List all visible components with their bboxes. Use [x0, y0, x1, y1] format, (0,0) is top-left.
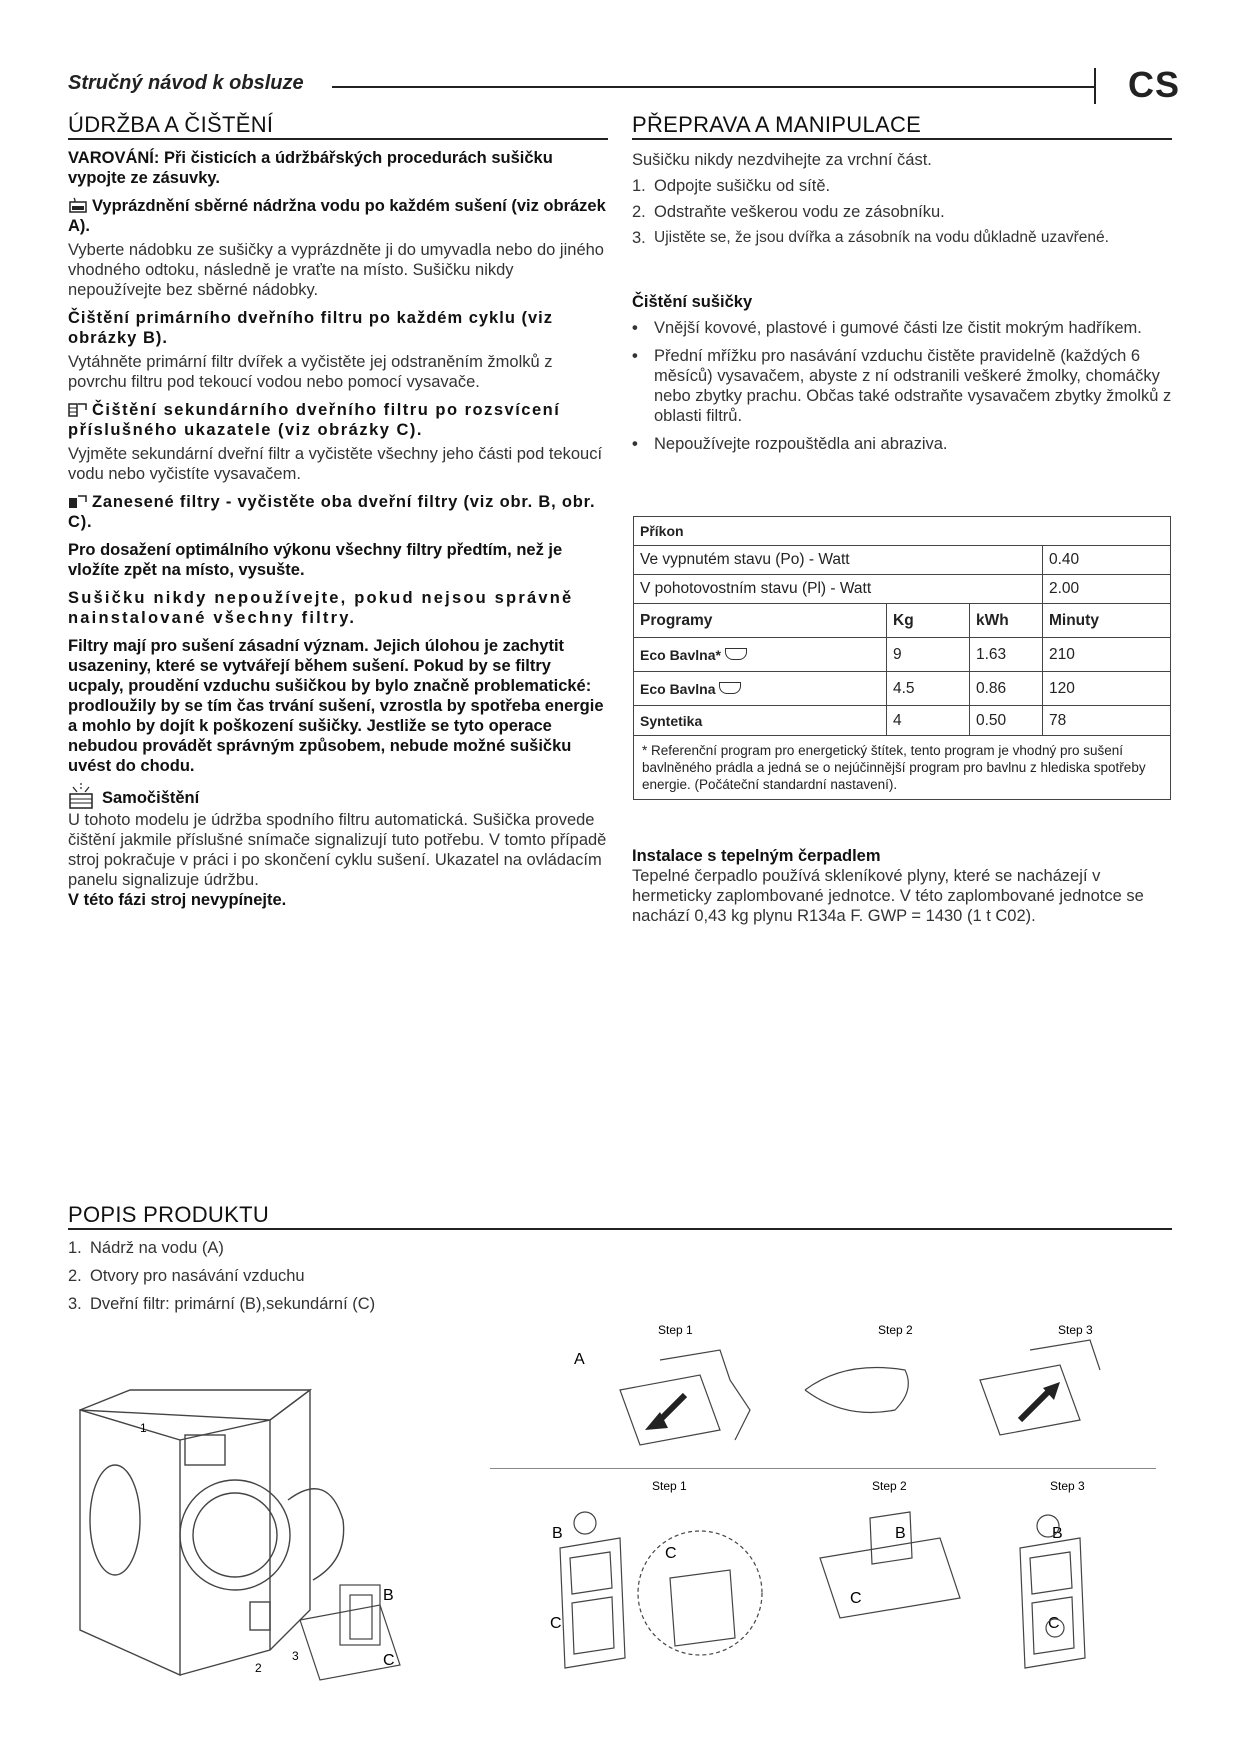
fig-label-a: A: [574, 1351, 585, 1368]
step3-label-b: Step 3: [1050, 1479, 1085, 1493]
primary-filter-text: Vytáhněte primární filtr dvířek a vyčistěte jej odstraněním žmolků z povrchu filtru pod tekoucí vodou nebo pomocí vysavače.: [68, 353, 553, 391]
empty-tank-title-paragraph: [68, 196, 608, 236]
clogged-filters-paragraph: [68, 492, 608, 532]
product-heading-rule: [68, 1228, 1172, 1230]
fig-label-c: C: [383, 1652, 395, 1669]
maintenance-body: [68, 148, 608, 784]
dryer-illustration: [70, 1380, 480, 1690]
transport-heading: PŘEPRAVA A MANIPULACE: [632, 112, 922, 137]
clogged-filter-icon: [68, 493, 88, 509]
warning-label: VAROVÁNÍ:: [68, 149, 160, 167]
heat-pump-text: Tepelné čerpadlo používá skleníkové plyny, které se nacházejí v hermeticky zaplombované jednotce. V této zaplombované jednotce se nachází 0,43 kg plynu R134a F. GWP = 1430 (1 t C02).: [632, 867, 1144, 925]
heat-pump-title: Instalace s tepelným čerpadlem: [632, 847, 881, 865]
dryer-cleaning-title: Čištění sušičky: [632, 293, 753, 311]
never-use-text: Sušičku nikdy nepoužívejte, pokud nejsou správně nainstalované všechny filtry.: [68, 589, 574, 627]
maintenance-heading: ÚDRŽBA A ČIŠTĚNÍ: [68, 112, 274, 137]
self-cleaning-section: [68, 788, 608, 910]
tank-steps-illustration: [560, 1320, 1160, 1460]
fig-label-c-step3: C: [1048, 1615, 1060, 1632]
self-clean-text: U tohoto modelu je údržba spodního filtru automatická. Sušička provede čištění jakmile příslušné snímače signalizují tuto potřebu. V tomto případě stroj pokračuje v práci i po skončení cyklu sušení. Ukazatel na ovládacím panelu signalizuje údržbu.: [68, 811, 607, 889]
list-item: 3. Ujistěte se, že jsou dvířka a zásobník na vodu důkladně uzavřené.: [632, 229, 1109, 247]
secondary-filter-text: Vyjměte sekundární dveřní filtr a vyčistěte všechny jeho části pod tekoucí vodu nebo vyčistíte vysavačem.: [68, 445, 603, 483]
self-clean-icon: [68, 782, 94, 810]
secondary-filter-title-paragraph: [68, 400, 608, 440]
table-title: Příkon: [634, 517, 1171, 546]
step1-label-b: Step 1: [652, 1479, 687, 1493]
secondary-filter-title: Čištění sekundárního dveřního filtru po rozsvícení příslušného ukazatele (viz obrázky C).: [68, 401, 561, 439]
self-clean-bold-text: V této fázi stroj nevypínejte.: [68, 891, 287, 909]
list-item: • Nepoužívejte rozpouštědla ani abraziva.: [632, 435, 948, 453]
fig-label-c-step2: C: [850, 1590, 862, 1607]
table-row: [634, 517, 1171, 546]
header-rule-tick: [1094, 68, 1096, 104]
fig-label-b-step2: B: [895, 1525, 906, 1542]
water-tank-icon: [68, 197, 88, 213]
product-list-wrap: [68, 1238, 668, 1320]
primary-filter-title: Čištění primárního dveřního filtru po každém cyklu (viz obrázky B).: [68, 309, 553, 347]
step2-label: Step 2: [878, 1323, 913, 1337]
step3-label: Step 3: [1058, 1323, 1093, 1337]
table-footnote-row: * Referenční program pro energetický štítek, tento program je vhodný pro sušení bavlněného prádla a jedná se o nejúčinnější program pro bavlnu z hlediska spotřeby energie. (Počáteční standardní nastavení).: [634, 736, 1171, 800]
callout-2: 2: [255, 1661, 262, 1675]
page-header-title: Stručný návod k obsluze: [68, 72, 304, 94]
warning-text: Při čisticích a údržbářských procedurách sušičku vypojte ze zásuvky.: [68, 149, 553, 187]
fig-label-b-step3: B: [1052, 1525, 1063, 1542]
product-list: [68, 1238, 668, 1314]
table-header-row: Programy Kg kWh Minuty: [634, 604, 1171, 638]
list-item: 1. Odpojte sušičku od sítě.: [632, 177, 831, 195]
cotton-icon: [719, 682, 741, 694]
figures-divider: [490, 1468, 1156, 1469]
optimal-performance-text: Pro dosažení optimálního výkonu všechny filtry předtím, než je vložíte zpět na místo, vysušte.: [68, 541, 563, 579]
fig-label-b: B: [383, 1587, 394, 1604]
callout-1: 1: [140, 1421, 147, 1435]
step1-label: Step 1: [658, 1323, 693, 1337]
fig-label-b-step1: B: [552, 1525, 563, 1542]
dryer-cleaning-section: [632, 292, 1177, 462]
list-item: 2. Otvory pro nasávání vzduchu: [68, 1267, 305, 1285]
callout-3: 3: [292, 1649, 299, 1663]
transport-intro: Sušičku nikdy nezdvihejte za vrchní část.: [632, 151, 932, 169]
maintenance-heading-rule: [68, 138, 608, 140]
table-row: Syntetika 4 0.50 78: [634, 706, 1171, 736]
cotton-icon: [725, 648, 747, 660]
step2-label-b: Step 2: [872, 1479, 907, 1493]
filter-indicator-icon: [68, 401, 88, 417]
power-consumption-table: [633, 516, 1171, 800]
transport-body: [632, 150, 1177, 254]
header-rule: [332, 86, 1094, 88]
dryer-cleaning-list: [632, 318, 1177, 454]
table-row: Eco Bavlna* 9 1.63 210: [634, 638, 1171, 672]
transport-heading-rule: [632, 138, 1172, 140]
heat-pump-section: [632, 846, 1177, 926]
door-filter-steps-illustration: [540, 1478, 1160, 1678]
list-item: • Přední mřížku pro nasávání vzduchu čistěte pravidelně (každých 6 měsíců) vysavačem, abyste z ní odstranili veškeré žmolky, chomáčky nebo zbytky prachu. Občas také odstraňte vysavačem zbytky žmolků z oblasti filtrů.: [632, 347, 1172, 425]
fig-label-c-step1b: C: [665, 1545, 677, 1562]
filters-importance-text: Filtry mají pro sušení zásadní význam. Jejich úlohou je zachytit usazeniny, které se vytvářejí během sušení. Pokud by se filtry ucpaly, proudění vzduchu sušičkou by bylo značně problematické: prodloužily by se tím čas trvání sušení, vzrostla by spotřeba energie a mohlo by dojít k poškození sušičky. Jestliže se tyto operace nebudou provádět správným způsobem, nebude možné sušičku uvést do chodu.: [68, 637, 604, 775]
list-item: • Vnější kovové, plastové i gumové části lze čistit mokrým hadříkem.: [632, 319, 1142, 337]
self-clean-title: Samočištění: [102, 789, 200, 807]
language-code: CS: [1128, 64, 1181, 105]
table-row: V pohotovostním stavu (Pl) - Watt 2.00: [634, 575, 1171, 604]
table-row: Ve vypnutém stavu (Po) - Watt 0.40: [634, 546, 1171, 575]
empty-tank-text: Vyberte nádobku ze sušičky a vyprázdněte ji do umyvadla nebo do jiného vhodného odtoku, následně je vraťte na místo. Sušičku nikdy nepoužívejte bez sběrné nádobky.: [68, 241, 604, 299]
list-item: 2. Odstraňte veškerou vodu ze zásobníku.: [632, 203, 945, 221]
list-item: 1. Nádrž na vodu (A): [68, 1239, 224, 1257]
fig-label-c-step1: C: [550, 1615, 562, 1632]
empty-tank-title: Vyprázdnění sběrné nádržna vodu po každém sušení (viz obrázek A).: [68, 197, 606, 235]
product-heading: POPIS PRODUKTU: [68, 1202, 270, 1227]
table-row: Eco Bavlna 4.5 0.86 120: [634, 672, 1171, 706]
list-item: 3. Dveřní filtr: primární (B),sekundární (C): [68, 1295, 376, 1313]
clogged-filters-title: Zanesené filtry - vyčistěte oba dveřní filtry (viz obr. B, obr. C).: [68, 493, 596, 531]
warning-paragraph: [68, 148, 608, 188]
transport-steps: [632, 176, 1177, 248]
